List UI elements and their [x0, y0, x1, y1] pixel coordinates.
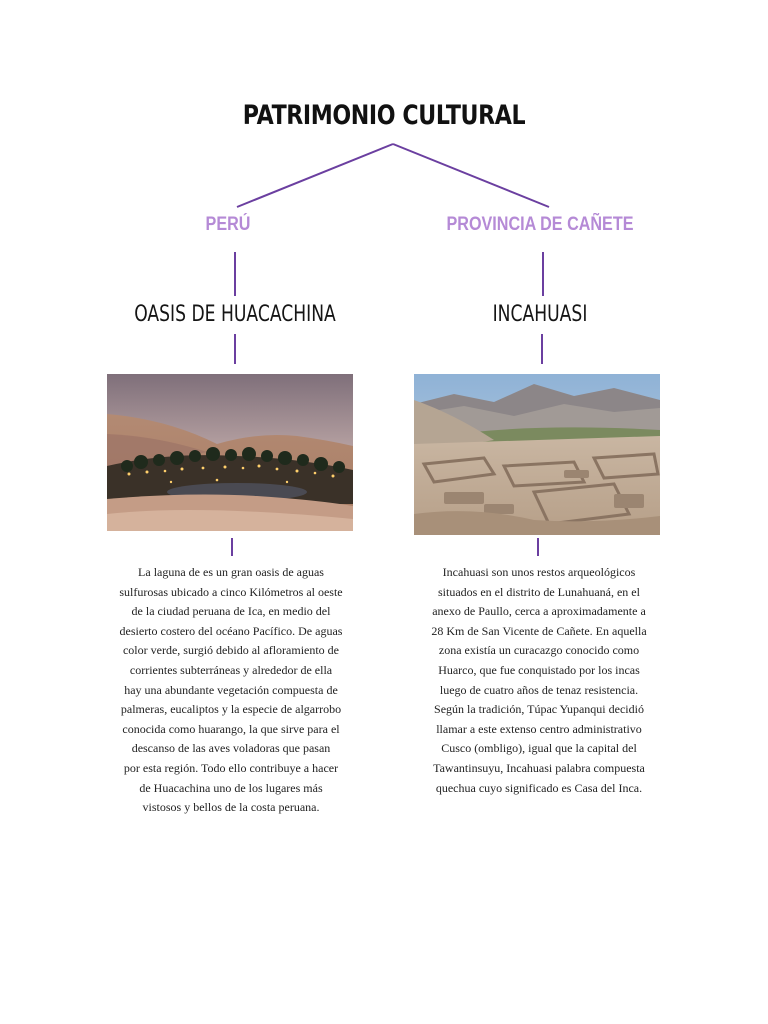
incahuasi-photo [414, 374, 660, 535]
connector-title-to-peru [237, 144, 393, 207]
oasis-description: La laguna de es un gran oasis de aguas sulfurosas ubicado a cinco Kilómetros al oeste de la ciudad peruana de Ica, en medio del desierto costero del océano Pacífico. De aguas color verde, surgió debido al afloramiento de corrientes subterráneas y alrededor de ella hay una abundante vegetación compuesta de palmeras, eucaliptos y la especie de algarrobo conocida como huarango, la que sirve para el descanso de las aves voladoras que pasan por esta región. Todo ello contribuye a hacer de Huacachina uno de los lugares más vistosos y bellos de la costa peruana. [119, 565, 343, 815]
connector-title-to-canete [393, 144, 549, 207]
site-name-incahuasi: INCAHUASI [492, 302, 588, 327]
region-label-peru: PERÚ [205, 214, 251, 235]
region-label-canete: PROVINCIA DE CAÑETE [446, 214, 634, 235]
incahuasi-description: Incahuasi son unos restos arqueológicos situados en el distrito de Lunahuaná, en el anexo de Paullo, cerca a aproximadamente a 28 Km de San Vicente de Cañete. En aquella zona existía un curacazgo conocido como Huarco, que fue conquistado por los incas luego de cuatro años de tenaz resistencia. Según la tradición, Túpac Yupanqui decidió llamar a este extenso centro administrativo Cusco (ombligo), igual que la capital del Tawantinsuyu, Incahuasi palabra compuesta quechua cuyo significado es Casa del Inca. [431, 565, 647, 795]
page-title: PATRIMONIO CULTURAL [242, 100, 526, 131]
site-name-oasis: OASIS DE HUACACHINA [134, 302, 336, 327]
oasis-photo [107, 374, 353, 531]
